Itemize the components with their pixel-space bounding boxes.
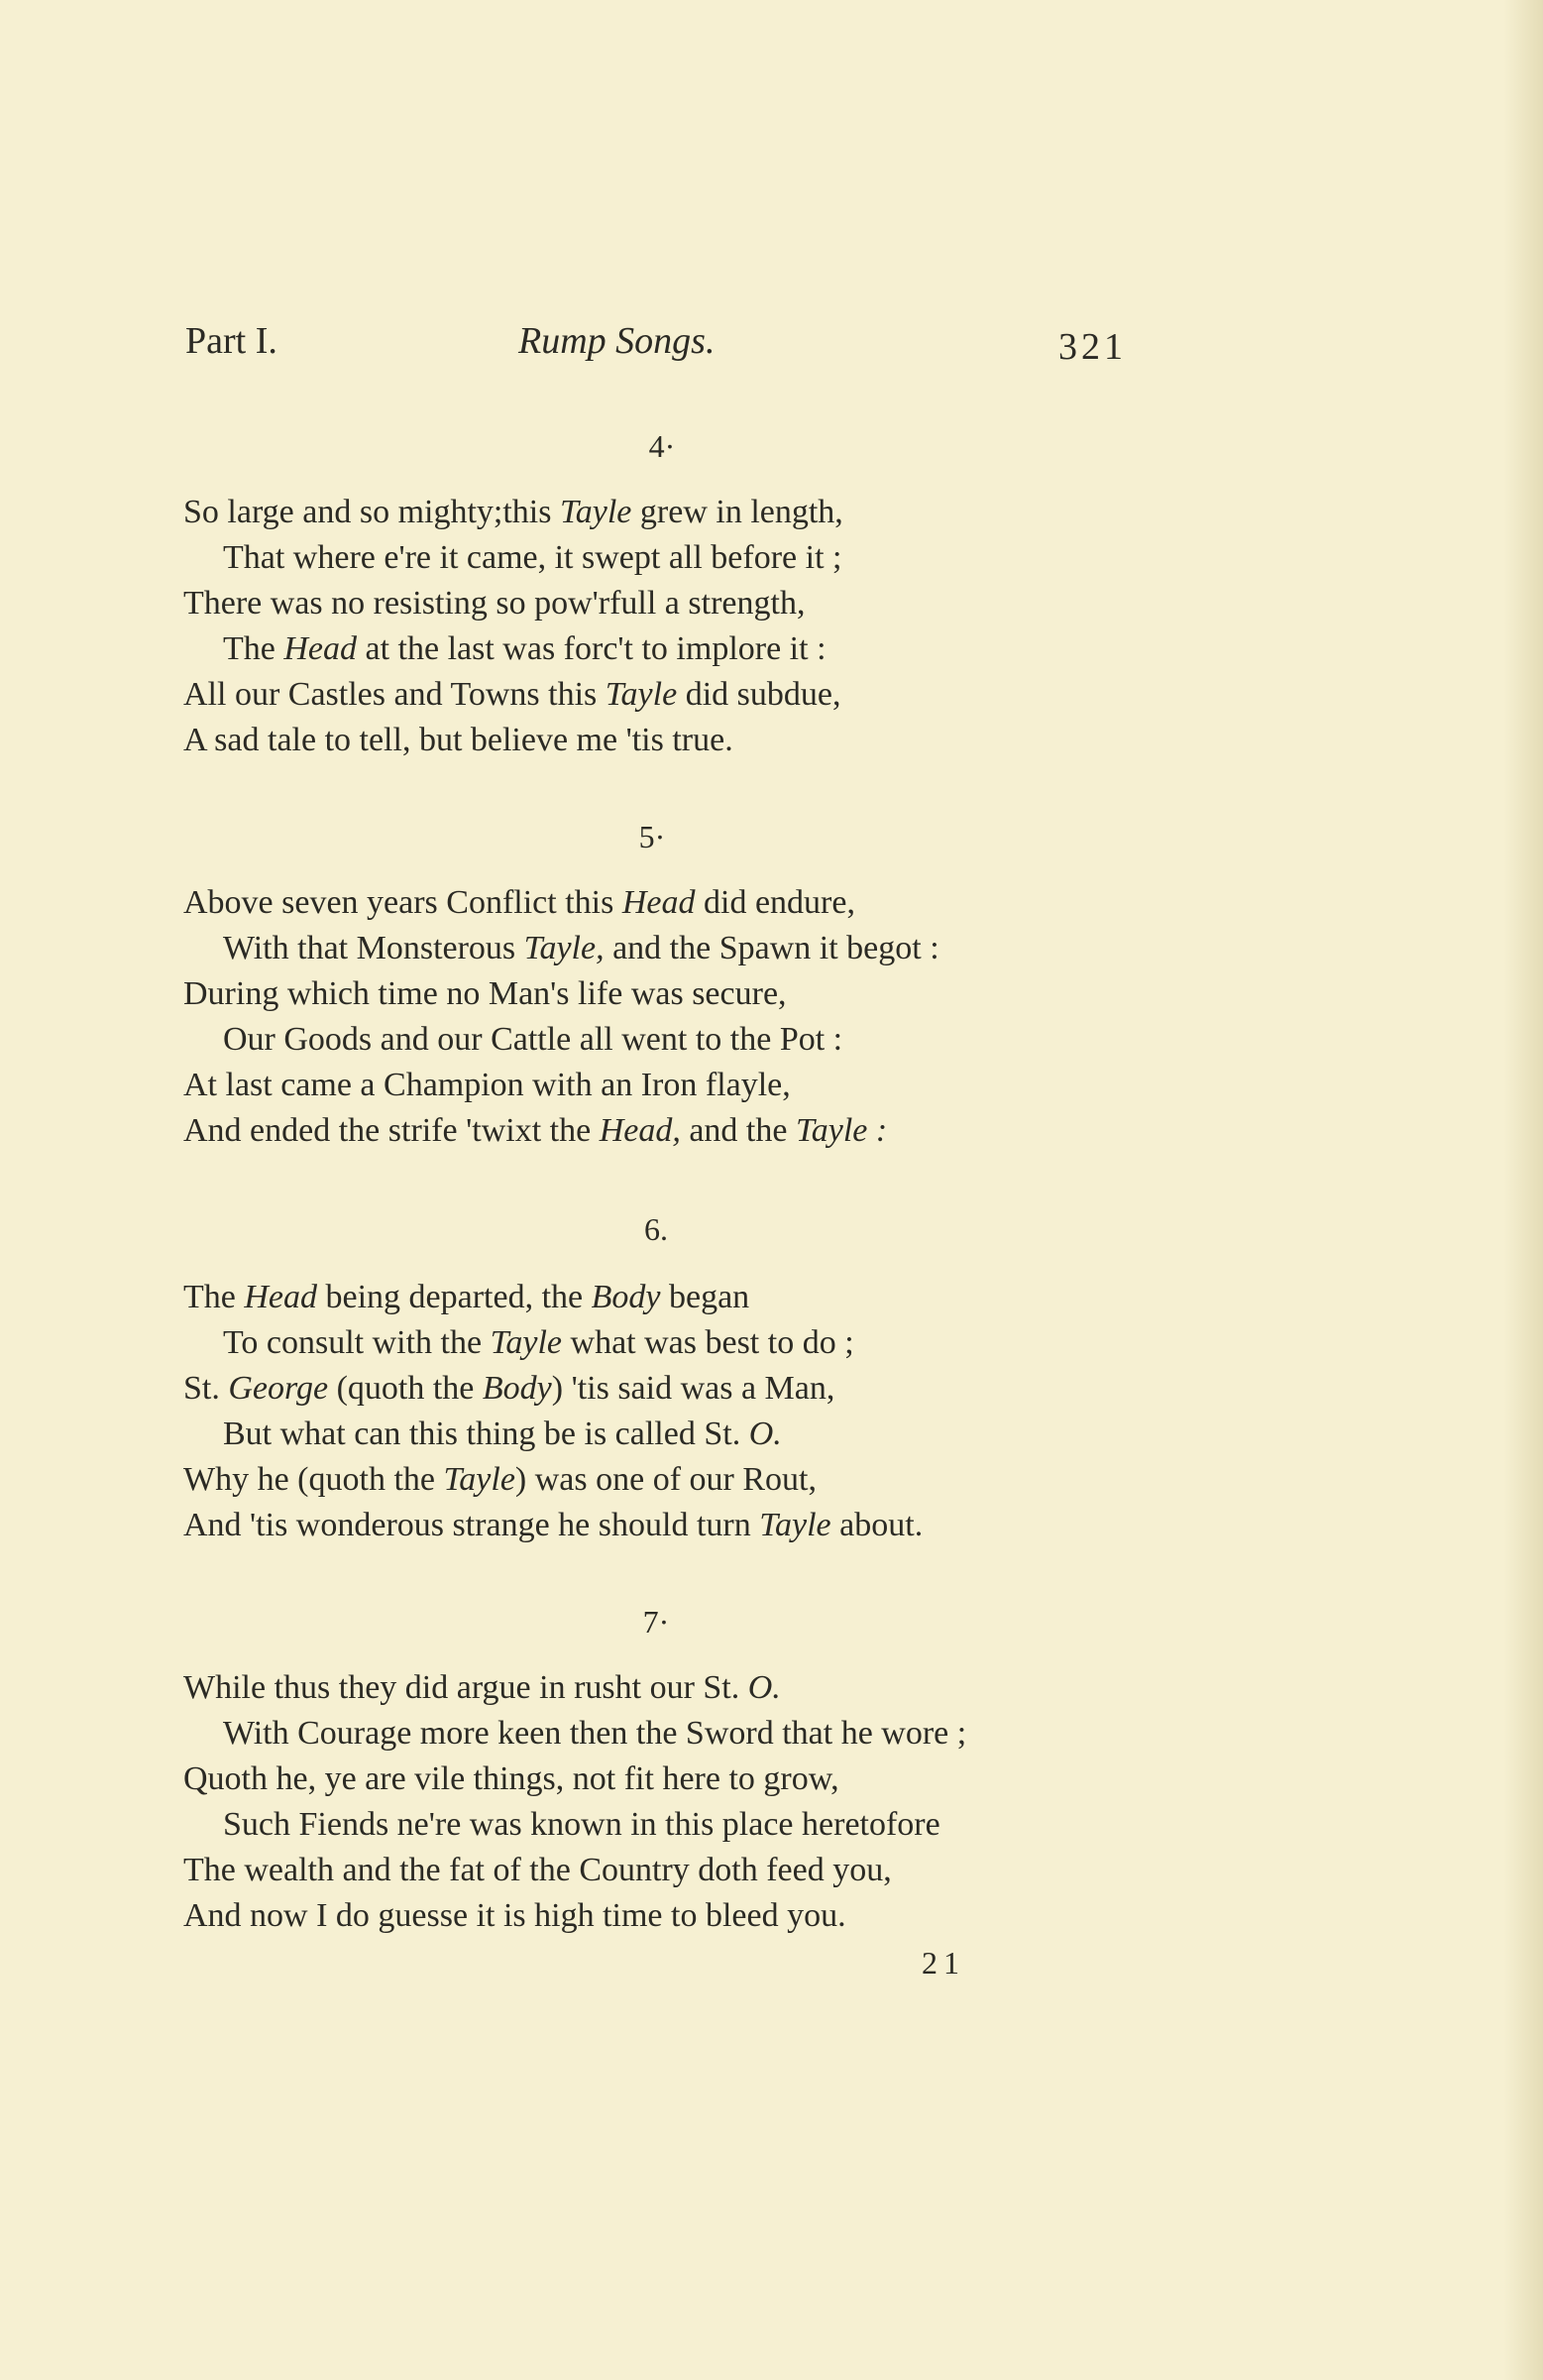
- italic-word: Body: [591, 1279, 661, 1315]
- verse-line: Above seven years Conflict this Head did endure,: [183, 884, 855, 921]
- italic-word: Body: [482, 1370, 552, 1407]
- verse-line: That where e're it came, it swept all before it ;: [223, 539, 842, 576]
- page-edge-shadow: [1503, 0, 1543, 2380]
- verse-line: Such Fiends ne're was known in this place heretofore: [223, 1806, 940, 1843]
- verse-line: And now I do guesse it is high time to bleed you.: [183, 1897, 846, 1934]
- verse-line: And ended the strife 'twixt the Head, and the Tayle :: [183, 1112, 888, 1149]
- verse-line: At last came a Champion with an Iron flayle,: [183, 1067, 791, 1103]
- header-part: Part I.: [185, 320, 277, 362]
- italic-word: Tayle: [443, 1461, 515, 1498]
- verse-line: A sad tale to tell, but believe me 'tis true.: [183, 722, 733, 758]
- verse-line: So large and so mighty;this Tayle grew in length,: [183, 494, 843, 530]
- italic-word: Tayle: [759, 1507, 831, 1543]
- page-number: 321: [1058, 326, 1127, 368]
- italic-word: Head,: [599, 1112, 681, 1149]
- italic-word: Tayle :: [795, 1112, 888, 1149]
- stanza-number: 7·: [642, 1604, 670, 1640]
- stanza-number: 6.: [644, 1211, 668, 1247]
- stanza: [183, 1665, 966, 1939]
- verse-line: During which time no Man's life was secure,: [183, 975, 787, 1012]
- verse-line: Quoth he, ye are vile things, not fit here to grow,: [183, 1760, 839, 1797]
- verse-line: Why he (quoth the Tayle) was one of our Rout,: [183, 1461, 817, 1498]
- stanza-number: 5·: [638, 819, 666, 854]
- running-header: [185, 319, 1127, 379]
- italic-word: O.: [748, 1416, 782, 1452]
- verse-line: The Head at the last was forc't to implore it :: [223, 630, 827, 667]
- verse-line: All our Castles and Towns this Tayle did subdue,: [183, 676, 841, 713]
- italic-word: George: [228, 1370, 329, 1407]
- signature-mark: 21: [922, 1945, 965, 1981]
- italic-word: Head: [621, 884, 696, 921]
- italic-word: Tayle,: [523, 930, 605, 966]
- verse-line: St. George (quoth the Body) 'tis said was a Man,: [183, 1370, 835, 1407]
- verse-line: With that Monsterous Tayle, and the Spawn it begot :: [223, 930, 939, 966]
- verse-line: Our Goods and our Cattle all went to the Pot :: [223, 1021, 843, 1058]
- verse-line: To consult with the Tayle what was best to do ;: [223, 1324, 854, 1361]
- verse-line: With Courage more keen then the Sword that he wore ;: [223, 1715, 967, 1752]
- verse-line: While thus they did argue in rusht our St. O.: [183, 1669, 781, 1706]
- italic-word: Tayle: [605, 676, 678, 713]
- verse-line: There was no resisting so pow'rfull a strength,: [183, 585, 806, 622]
- verse-line: The wealth and the fat of the Country doth feed you,: [183, 1852, 892, 1888]
- italic-word: O.: [747, 1669, 781, 1706]
- italic-word: Head: [283, 630, 358, 667]
- stanza-number: 4·: [648, 428, 676, 464]
- stanza: [183, 490, 843, 763]
- verse-line: The Head being departed, the Body began: [183, 1279, 750, 1315]
- italic-word: Tayle: [559, 494, 632, 530]
- verse-line: But what can this thing be is called St. O.: [223, 1416, 782, 1452]
- verse-line: And 'tis wonderous strange he should turn Tayle about.: [183, 1507, 924, 1543]
- stanza: [183, 1275, 923, 1548]
- italic-word: Head: [244, 1279, 318, 1315]
- italic-word: Tayle: [490, 1324, 563, 1361]
- header-title: Rump Songs.: [518, 320, 716, 362]
- stanza: [183, 880, 939, 1154]
